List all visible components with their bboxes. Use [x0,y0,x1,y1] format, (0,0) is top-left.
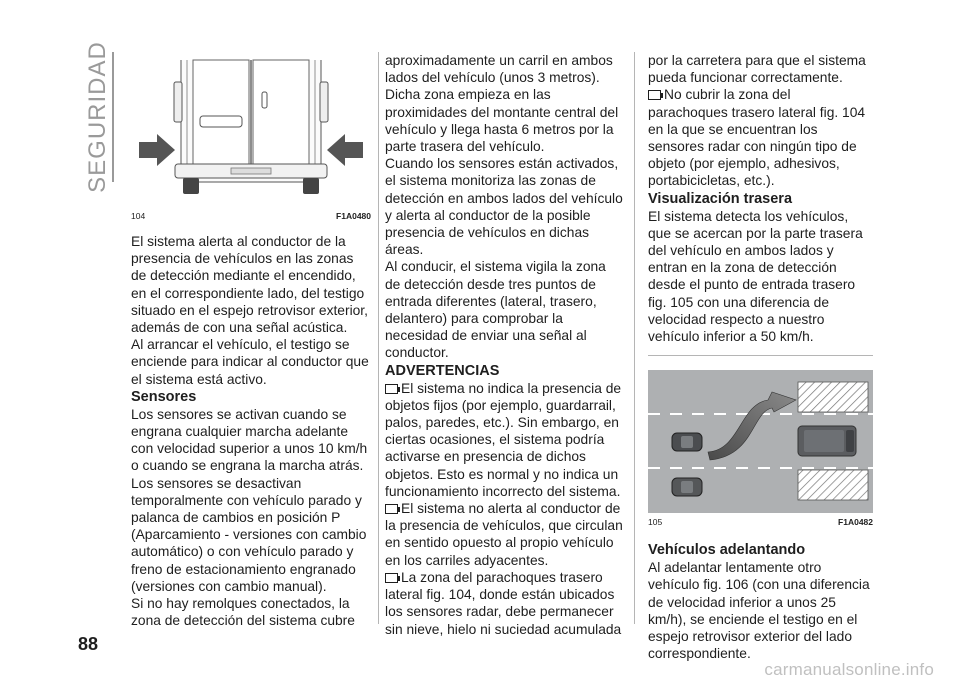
warning-icon [648,90,661,100]
paragraph: Los sensores se activan cuando se engrana cualquier marcha adelante con velocidad superior a unos 10 km/h o cuando se engrana la marcha atrás. [131,406,368,474]
section-title-text: SEGURIDAD [84,41,111,193]
figure-104-number: 104 [131,211,146,221]
paragraph: Dicha zona empieza en las proximidades del montante central del vehículo y llega hasta 6 metros por la parte trasera del vehículo. [385,87,619,155]
warning-icon [385,384,398,394]
column-1 [131,52,371,629]
warning-icon [385,504,398,514]
warning-icon [385,573,398,583]
warning-text: La zona del parachoques trasero lateral fig. 104, donde están ubicados los sensores radar, debe permanecer sin nieve, hielo ni suciedad acumulada [385,569,622,637]
paragraph: por la carretera para que el sistema pueda funcionar correctamente. [648,53,866,86]
figure-105-code: F1A0482 [838,517,873,528]
paragraph: Si no hay remolques conectados, la zona de detección del sistema cubre [131,596,355,629]
warning-item [385,569,625,638]
warning-item [385,500,625,569]
warning-item [648,86,873,189]
paragraph: Al adelantar lentamente otro vehículo fig. 106 (con una diferencia de velocidad inferior a unos 25 km/h), se enciende el testigo en el espejo retrovisor exterior del lado correspondiente. [648,560,870,662]
section-title-rule [112,52,114,182]
paragraph: El sistema alerta al conductor de la presencia de vehículos en las zonas de detección mediante el encendido, en el correspondiente lado, del testigo situado en el espejo retrovisor exterior, además de con una señal acústica. [131,234,368,336]
heading-visualizacion-trasera: Visualización trasera [648,190,793,207]
figure-104-caption [131,211,371,221]
page-number: 88 [78,634,99,654]
figure-105-number: 105 [648,517,663,528]
warning-item [385,380,625,500]
paragraph: Al arrancar el vehículo, el testigo se enciende para indicar al conductor que el sistema está activo. [131,337,369,387]
heading-sensores: Sensores [131,388,197,405]
column-2 [385,52,625,638]
paragraph: Cuando los sensores están activados, el sistema monitoriza las zonas de detección en ambos lados del vehículo y alerta al conductor de la posible presencia de vehículos en dichas áreas. [385,156,623,258]
detection-zone-diagram [648,370,873,513]
horizontal-divider [648,355,873,356]
warning-text: El sistema no indica la presencia de objetos fijos (por ejemplo, guardarrail, palos, paredes, etc.). Sin embargo, en ciertas ocasiones, el sistema podría activarse en presencia de dichos objetos. Esto es normal y no indica un funcionamiento incorrecto del sistema. [385,380,622,499]
figure-104-code: F1A0480 [336,211,371,221]
column-divider-1 [378,52,379,624]
column-3 [648,52,873,662]
heading-vehiculos-adelantando: Vehículos adelantando [648,542,806,559]
heading-advertencias: ADVERTENCIAS [385,362,500,379]
watermark-text: carmanualsonline.info [764,660,934,679]
warning-text: No cubrir la zona del parachoques trasero lateral fig. 104 en la que se encuentran los sensores radar con ningún tipo de objeto (por ejemplo, adhesivos, portabicicletas, etc.). [648,87,866,189]
figure-105-caption [648,517,873,527]
warning-text: El sistema no alerta al conductor de la presencia de vehículos, que circulan en sentido opuesto al propio vehículo en los carriles adyacentes. [385,501,623,568]
figure-105-detection-zones [648,370,873,513]
column-divider-2 [634,52,635,624]
paragraph: El sistema detecta los vehículos, que se acercan por la parte trasera del vehículo en ambos lados y entran en la zona de detección desde el punto de entrada trasero fig. 105 con una diferencia de velocidad respecto a nuestro vehículo inferior a 50 km/h. [648,208,863,345]
van-rear-illustration [131,52,371,207]
paragraph: Al conducir, el sistema vigila la zona de detección desde tres puntos de entrada diferentes (lateral, trasero, delantero) para comprobar la necesidad de enviar una señal al conductor. [385,259,606,361]
paragraph: Los sensores se desactivan temporalmente con vehículo parado y palanca de cambios en posición P (Aparcamiento - versiones con cambio automático) o con vehículo parado y freno de estacionamiento engranado (versiones con cambio manual). [131,475,367,594]
figure-104-van-rear [131,52,371,207]
paragraph: aproximadamente un carril en ambos lados del vehículo (unos 3 metros). [385,53,613,86]
